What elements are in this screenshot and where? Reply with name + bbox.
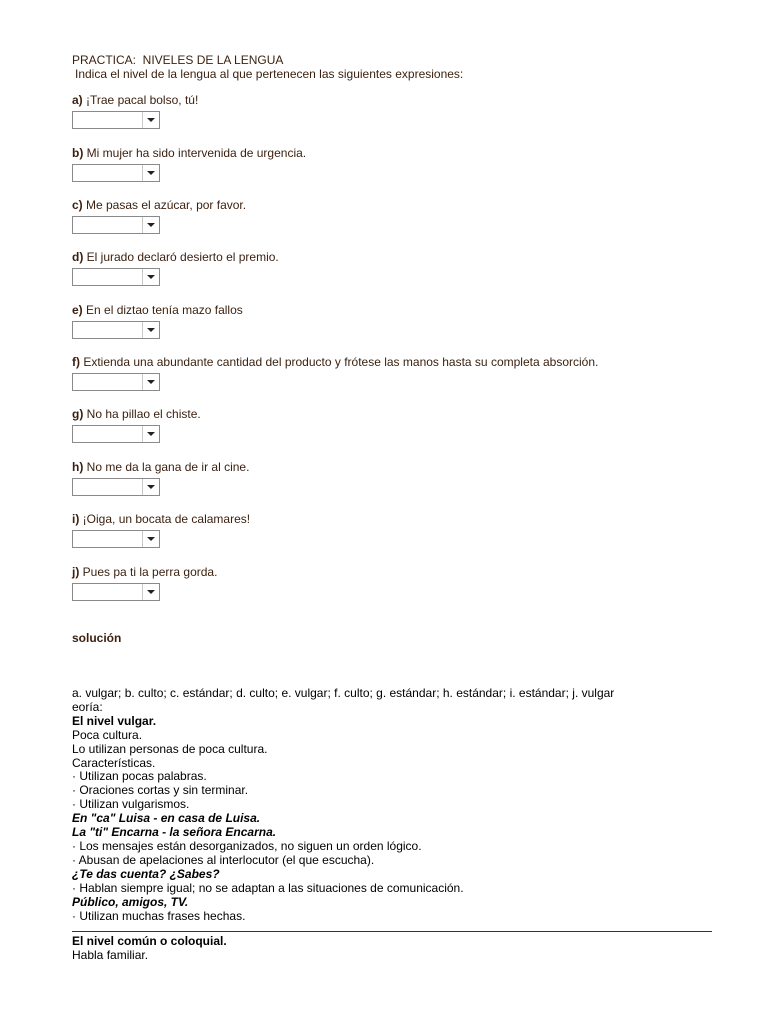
level-select-f[interactable]: [72, 373, 160, 391]
question-letter: e): [72, 303, 83, 317]
question-letter: h): [72, 460, 84, 474]
question-d: [72, 250, 279, 286]
level-select-g[interactable]: [72, 425, 160, 443]
chevron-down-icon[interactable]: [142, 217, 159, 233]
question-letter: j): [72, 565, 80, 579]
text-line: Habla familiar.: [72, 948, 149, 963]
level-select-d[interactable]: [72, 268, 160, 286]
question-letter: a): [72, 93, 83, 107]
chevron-down-icon[interactable]: [142, 322, 159, 338]
bullet-item: · Abusan de apelaciones al interlocutor (el que escucha).: [72, 852, 375, 867]
question-c: [72, 198, 246, 234]
example-line: Público, amigos, TV.: [72, 894, 189, 909]
page-header: [72, 53, 463, 81]
question-j: [72, 565, 217, 601]
question-text: En el diztao tenía mazo fallos: [82, 303, 243, 317]
bullet-item: · Utilizan muchas frases hechas.: [72, 908, 246, 923]
question-text: El jurado declaró desierto el premio.: [83, 250, 279, 264]
bullet-item: · Hablan siempre igual; no se adaptan a las situaciones de comunicación.: [72, 880, 464, 895]
level-select-j[interactable]: [72, 583, 160, 601]
text-line: Características.: [72, 755, 156, 770]
theory-section: [72, 687, 712, 963]
chevron-down-icon[interactable]: [142, 269, 159, 285]
theory-label: eoría:: [72, 699, 103, 714]
question-a: [72, 93, 198, 129]
question-text: Mi mujer ha sido intervenida de urgencia.: [83, 146, 307, 160]
bullet-item: · Oraciones cortas y sin terminar.: [72, 783, 249, 798]
question-text: No me da la gana de ir al cine.: [83, 460, 250, 474]
question-text: ¡Oiga, un bocata de calamares!: [79, 512, 251, 526]
question-f: [72, 355, 598, 391]
text-line: Poca cultura.: [72, 727, 143, 742]
instruction-text: Indica el nivel de la lengua al que pertenecen las siguientes expresiones:: [75, 67, 464, 81]
chevron-down-icon[interactable]: [142, 112, 159, 128]
question-h: [72, 460, 249, 496]
question-text: ¡Trae pacal bolso, tú!: [82, 93, 199, 107]
chevron-down-icon[interactable]: [142, 584, 159, 600]
section-heading-vulgar: El nivel vulgar.: [72, 713, 157, 728]
bullet-item: · Utilizan pocas palabras.: [72, 769, 207, 784]
question-text: No ha pillao el chiste.: [83, 407, 201, 421]
question-letter: i): [72, 512, 80, 526]
example-line: La "ti" Encarna - la señora Encarna.: [72, 825, 277, 840]
question-letter: g): [72, 407, 84, 421]
question-letter: b): [72, 146, 84, 160]
section-divider: [72, 931, 712, 932]
chevron-down-icon[interactable]: [142, 374, 159, 390]
bullet-item: · Los mensajes están desorganizados, no siguen un orden lógico.: [72, 838, 422, 853]
level-select-h[interactable]: [72, 478, 160, 496]
chevron-down-icon[interactable]: [142, 165, 159, 181]
level-select-a[interactable]: [72, 111, 160, 129]
chevron-down-icon[interactable]: [142, 426, 159, 442]
level-select-c[interactable]: [72, 216, 160, 234]
question-letter: f): [72, 355, 80, 369]
solution-link[interactable]: solución: [72, 631, 122, 645]
text-line: Lo utilizan personas de poca cultura.: [72, 741, 268, 756]
question-letter: c): [72, 198, 83, 212]
question-b: [72, 146, 306, 182]
level-select-i[interactable]: [72, 530, 160, 548]
question-letter: d): [72, 250, 84, 264]
answers-line: a. vulgar; b. culto; c. estándar; d. culto; e. vulgar; f. culto; g. estándar; h. estándar; i. estándar; j. vulgar: [72, 686, 615, 700]
question-e: [72, 303, 243, 339]
chevron-down-icon[interactable]: [142, 531, 159, 547]
question-text: Me pasas el azúcar, por favor.: [82, 198, 247, 212]
level-select-e[interactable]: [72, 321, 160, 339]
question-text: Pues pa ti la perra gorda.: [79, 565, 218, 579]
section-heading-coloquial: El nivel común o coloquial.: [72, 934, 227, 949]
chevron-down-icon[interactable]: [142, 479, 159, 495]
bullet-item: · Utilizan vulgarismos.: [72, 797, 190, 812]
level-select-b[interactable]: [72, 164, 160, 182]
question-text: Extienda una abundante cantidad del producto y frótese las manos hasta su completa absorción.: [80, 355, 599, 369]
example-line: ¿Te das cuenta? ¿Sabes?: [72, 866, 220, 881]
question-i: [72, 512, 250, 548]
example-line: En "ca" Luisa - en casa de Luisa.: [72, 811, 261, 826]
page-title: PRACTICA: NIVELES DE LA LENGUA: [72, 53, 284, 67]
question-g: [72, 407, 201, 443]
